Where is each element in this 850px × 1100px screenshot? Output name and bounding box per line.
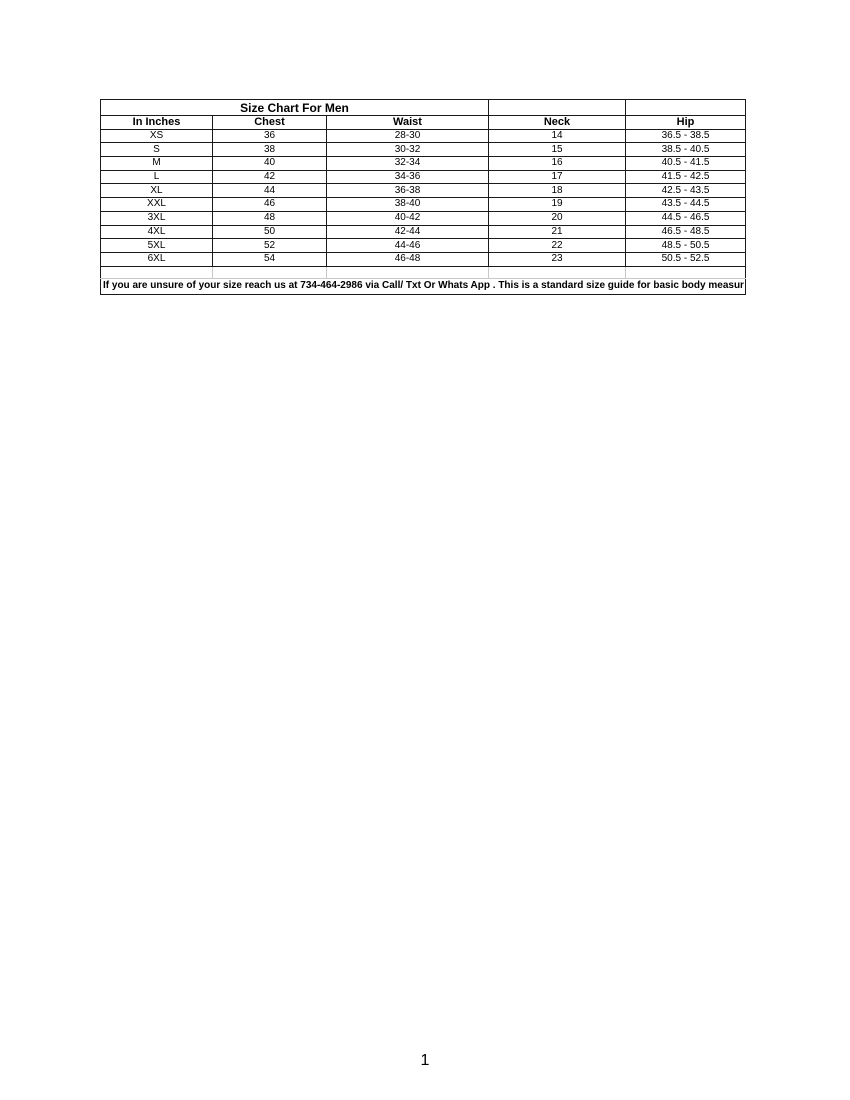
- table-row: [101, 157, 746, 171]
- hip-cell: 38.5 - 40.5: [626, 143, 746, 157]
- column-header-waist: Waist: [327, 116, 489, 130]
- size-cell: XL: [101, 184, 213, 198]
- neck-cell: 22: [489, 239, 626, 253]
- spacer-row: [101, 266, 746, 278]
- size-cell: M: [101, 157, 213, 171]
- column-header-in-inches: In Inches: [101, 116, 213, 130]
- chest-cell: 52: [213, 239, 327, 253]
- table-row: [101, 225, 746, 239]
- waist-cell: 28-30: [327, 129, 489, 143]
- hip-cell: 46.5 - 48.5: [626, 225, 746, 239]
- hip-cell: 43.5 - 44.5: [626, 198, 746, 212]
- chest-cell: 38: [213, 143, 327, 157]
- title-row: [101, 100, 746, 116]
- waist-cell: 40-42: [327, 211, 489, 225]
- neck-cell: 14: [489, 129, 626, 143]
- neck-cell: 18: [489, 184, 626, 198]
- hip-cell: 50.5 - 52.5: [626, 252, 746, 266]
- empty-cell: [489, 266, 626, 278]
- size-cell: 5XL: [101, 239, 213, 253]
- table-row: [101, 211, 746, 225]
- neck-cell: 16: [489, 157, 626, 171]
- title-empty-cell: [626, 100, 746, 116]
- table-row: [101, 184, 746, 198]
- waist-cell: 30-32: [327, 143, 489, 157]
- size-cell: XXL: [101, 198, 213, 212]
- waist-cell: 38-40: [327, 198, 489, 212]
- table-row: [101, 129, 746, 143]
- hip-cell: 42.5 - 43.5: [626, 184, 746, 198]
- waist-cell: 34-36: [327, 170, 489, 184]
- chest-cell: 36: [213, 129, 327, 143]
- size-chart-sheet: [100, 99, 745, 295]
- waist-cell: 36-38: [327, 184, 489, 198]
- size-guide-note: If you are unsure of your size reach us at 734-464-2986 via Call/ Txt Or Whats App . This is a standard size guide for basic body measur: [101, 278, 746, 294]
- note-row: [101, 278, 746, 294]
- page-number: 1: [420, 1052, 430, 1069]
- waist-cell: 46-48: [327, 252, 489, 266]
- hip-cell: 36.5 - 38.5: [626, 129, 746, 143]
- neck-cell: 23: [489, 252, 626, 266]
- size-cell: S: [101, 143, 213, 157]
- hip-cell: 48.5 - 50.5: [626, 239, 746, 253]
- waist-cell: 44-46: [327, 239, 489, 253]
- table-row: [101, 170, 746, 184]
- size-cell: 4XL: [101, 225, 213, 239]
- column-header-hip: Hip: [626, 116, 746, 130]
- chart-title: Size Chart For Men: [101, 100, 489, 116]
- empty-cell: [626, 266, 746, 278]
- size-cell: 6XL: [101, 252, 213, 266]
- header-row: [101, 116, 746, 130]
- neck-cell: 20: [489, 211, 626, 225]
- table-row: [101, 252, 746, 266]
- column-header-neck: Neck: [489, 116, 626, 130]
- empty-cell: [327, 266, 489, 278]
- neck-cell: 19: [489, 198, 626, 212]
- chest-cell: 46: [213, 198, 327, 212]
- empty-cell: [213, 266, 327, 278]
- neck-cell: 15: [489, 143, 626, 157]
- chest-cell: 44: [213, 184, 327, 198]
- size-cell: XS: [101, 129, 213, 143]
- chest-cell: 50: [213, 225, 327, 239]
- chest-cell: 42: [213, 170, 327, 184]
- column-header-chest: Chest: [213, 116, 327, 130]
- chest-cell: 40: [213, 157, 327, 171]
- size-chart-table: [100, 99, 746, 295]
- waist-cell: 42-44: [327, 225, 489, 239]
- hip-cell: 40.5 - 41.5: [626, 157, 746, 171]
- table-row: [101, 143, 746, 157]
- neck-cell: 17: [489, 170, 626, 184]
- empty-cell: [101, 266, 213, 278]
- title-empty-cell: [489, 100, 626, 116]
- neck-cell: 21: [489, 225, 626, 239]
- hip-cell: 44.5 - 46.5: [626, 211, 746, 225]
- table-row: [101, 198, 746, 212]
- chest-cell: 54: [213, 252, 327, 266]
- waist-cell: 32-34: [327, 157, 489, 171]
- table-row: [101, 239, 746, 253]
- hip-cell: 41.5 - 42.5: [626, 170, 746, 184]
- size-cell: 3XL: [101, 211, 213, 225]
- chest-cell: 48: [213, 211, 327, 225]
- size-cell: L: [101, 170, 213, 184]
